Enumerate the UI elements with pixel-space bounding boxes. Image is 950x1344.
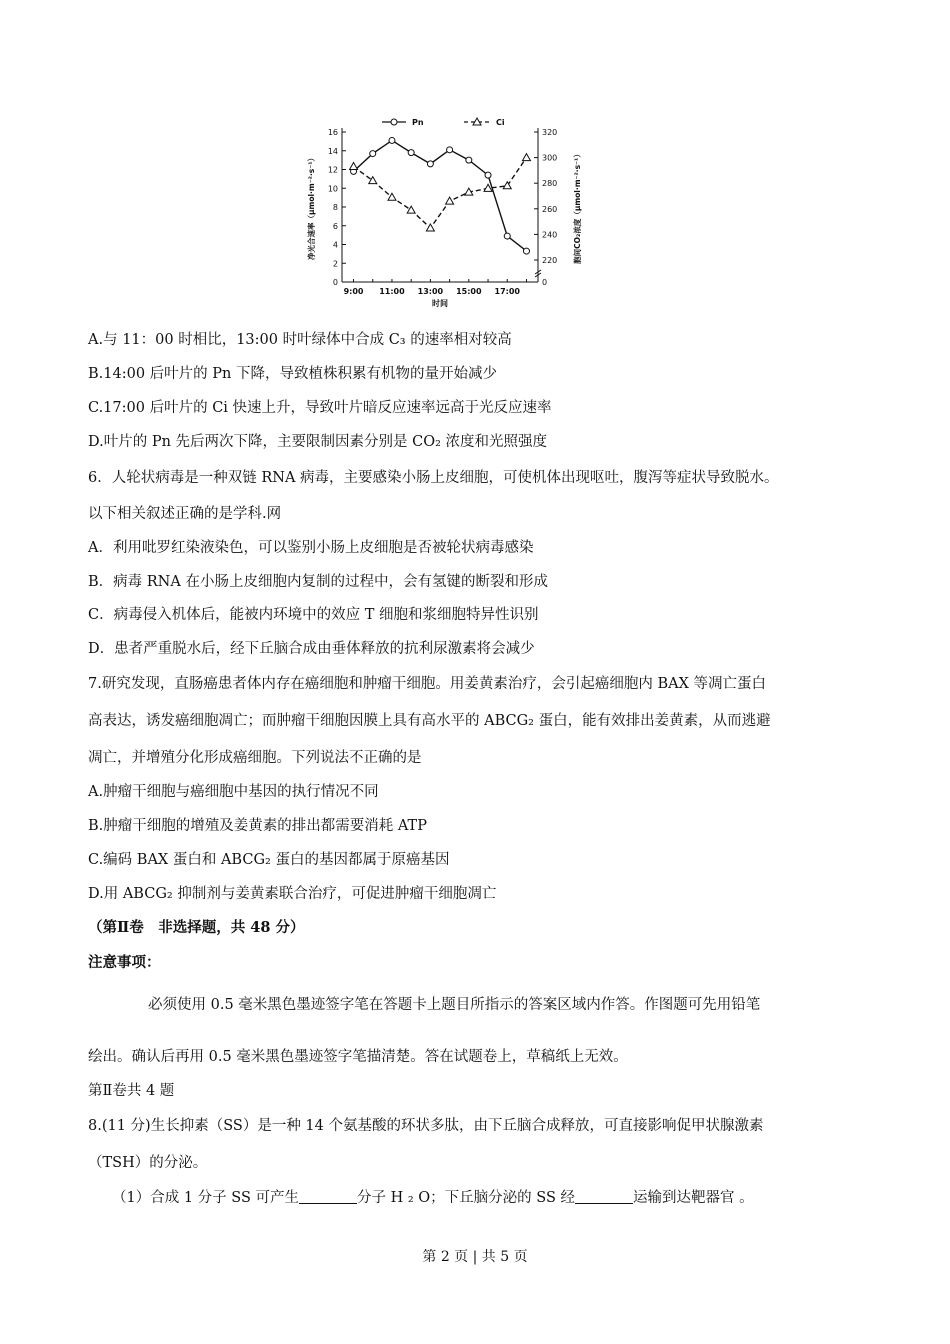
section-2-heading: （第Ⅱ卷 非选择题，共 48 分） [88,919,305,936]
point-pn [370,151,376,157]
left-tick-label: 8 [332,203,338,212]
point-ci [388,193,396,200]
point-pn [523,248,529,254]
point-ci [369,177,377,184]
legend-ci-label: Ci [496,118,505,127]
point-ci [446,197,454,204]
x-axis-label: 时间 [432,299,448,308]
right-tick-label: 300 [542,153,558,163]
notice-heading: 注意事项： [88,954,161,971]
option-7d: D.用 ABCG₂ 抑制剂与姜黄素联合治疗，可促进肿瘤干细胞凋亡 [88,886,497,902]
point-ci [407,206,415,213]
question-6-stem-cont: 以下相关叙述正确的是学科.网 [88,506,282,522]
point-pn [466,157,472,163]
point-ci [522,154,530,161]
series-line-pn [354,140,527,251]
left-tick-label: 14 [327,146,338,156]
option-6a: A．利用吡罗红染液染色，可以鉴别小肠上皮细胞是否被轮状病毒感染 [88,540,534,556]
right-tick-label: 0 [542,278,548,287]
question-6-stem: 6．人轮状病毒是一种双链 RNA 病毒，主要感染小肠上皮细胞，可使机体出现呕吐，腹泻等症状导致脱水。 [88,470,779,486]
answer-blank-2[interactable] [575,1189,633,1204]
x-tick-label: 17:00 [494,287,520,296]
option-7c: C.编码 BAX 蛋白和 ABCG₂ 蛋白的基因都属于原癌基因 [88,852,450,868]
right-tick-label: 240 [542,230,558,240]
q8-1-text-a: （1）合成 1 分子 SS 可产生 [112,1190,299,1206]
left-tick-label: 10 [327,184,338,194]
series-line-ci [354,158,527,228]
notice-text-1: 必须使用 0.5 毫米黑色墨迹签字笔在答题卡上题目所指示的答案区域内作答。作图题可先用铅笔 [148,997,761,1013]
q8-1-text-c: 运输到达靶器官 。 [633,1190,754,1206]
question-7-stem: 7.研究发现，直肠癌患者体内存在癌细胞和肿瘤干细胞。用姜黄素治疗，会引起癌细胞内 BAX 等凋亡蛋白 [88,676,766,692]
pn-ci-line-chart [300,110,600,320]
right-tick-label: 320 [542,128,558,137]
x-tick-label: 9:00 [343,287,364,296]
option-5c: C.17:00 后叶片的 Ci 快速上升，导致叶片暗反应速率远高于光反应速率 [88,400,552,416]
x-tick-label: 15:00 [456,287,482,296]
left-tick-label: 6 [332,221,338,231]
x-tick-label: 13:00 [417,287,444,296]
question-8-part1 [112,1188,754,1208]
chart-axes [306,118,582,308]
question-8-stem-cont: （TSH）的分泌。 [88,1155,208,1171]
left-axis-label: 净光合速率（μmol·m⁻²·s⁻¹） [307,153,316,261]
section-2-count: 第Ⅱ卷共 4 题 [88,1083,175,1099]
right-tick-label: 280 [542,179,558,189]
q8-1-text-b: 分子 H ₂ O；下丘脑分泌的 SS 经 [357,1190,576,1206]
question-7-stem-cont2: 凋亡，并增殖分化形成癌细胞。下列说法不正确的是 [88,750,422,766]
point-pn [504,233,510,239]
left-tick-label: 4 [332,240,338,250]
right-axis-label: 胞间CO₂浓度（μmol·m⁻²·s⁻¹） [573,150,582,264]
point-ci [426,224,434,231]
point-pn [389,137,395,143]
option-7a: A.肿瘤干细胞与癌细胞中基因的执行情况不同 [88,784,379,800]
left-tick-label: 2 [332,259,338,269]
option-7b: B.肿瘤干细胞的增殖及姜黄素的排出都需要消耗 ATP [88,818,427,834]
option-6c: C．病毒侵入机体后，能被内环境中的效应 T 细胞和浆细胞特异性识别 [88,607,539,623]
point-pn [447,147,453,153]
chart-marks [350,137,531,254]
question-8-stem: 8.(11 分)生长抑素（SS）是一种 14 个氨基酸的环状多肽，由下丘脑合成释放，可直接影响促甲状腺激素 [88,1118,764,1134]
notice-text-2: 绘出。确认后再用 0.5 毫米黑色墨迹签字笔描清楚。答在试题卷上，草稿纸上无效。 [88,1049,628,1065]
right-tick-label: 260 [542,204,558,214]
answer-blank-1[interactable] [299,1189,357,1204]
option-6b: B．病毒 RNA 在小肠上皮细胞内复制的过程中，会有氢键的断裂和形成 [88,574,548,590]
legend-pn-label: Pn [412,118,424,127]
left-tick-label: 0 [332,278,338,287]
point-pn [408,150,414,156]
page-footer: 第 2 页 | 共 5 页 [422,1249,528,1265]
legend-pn-marker [391,119,397,125]
option-5d: D.叶片的 Pn 先后两次下降，主要限制因素分别是 CO₂ 浓度和光照强度 [88,434,548,450]
option-6d: D．患者严重脱水后，经下丘脑合成由垂体释放的抗利尿激素将会减少 [88,641,535,657]
point-pn [485,172,491,178]
point-ci [350,163,358,170]
right-tick-label: 220 [542,256,558,265]
point-pn [427,161,433,167]
left-tick-label: 16 [327,128,338,137]
question-7-stem-cont1: 高表达，诱发癌细胞凋亡；而肿瘤干细胞因膜上具有高水平的 ABCG₂ 蛋白，能有效排出姜黄素，从而逃避 [88,713,771,729]
left-tick-label: 12 [327,165,338,175]
option-5a: A.与 11：00 时相比，13:00 时叶绿体中合成 C₃ 的速率相对较高 [88,332,512,348]
x-tick-label: 11:00 [379,287,405,296]
option-5b: B.14:00 后叶片的 Pn 下降，导致植株积累有机物的量开始减少 [88,366,497,382]
